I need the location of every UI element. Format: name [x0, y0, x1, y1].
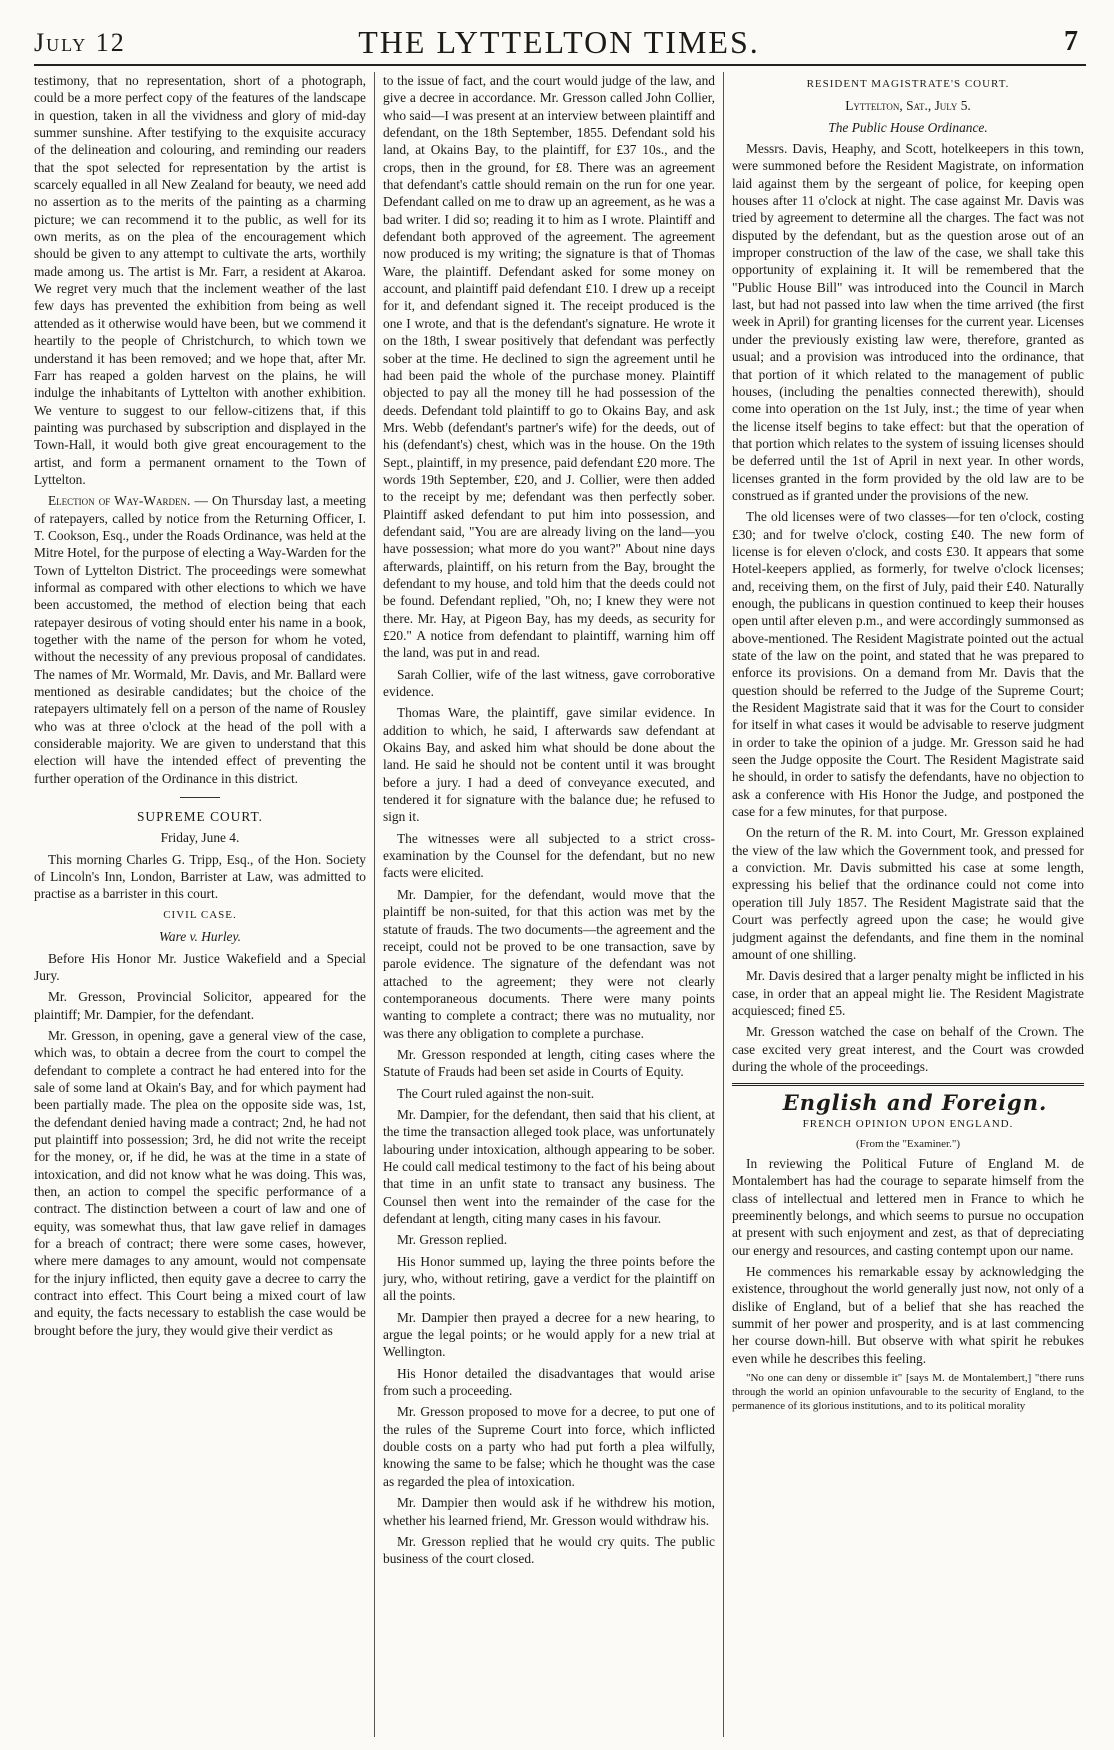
paragraph: Mr. Dampier then prayed a decree for a new hearing, to argue the legal points; or he would apply for a new trial at Wellington. — [383, 1309, 715, 1360]
paragraph: Sarah Collier, wife of the last witness, gave corroborative evidence. — [383, 666, 715, 700]
paragraph: His Honor detailed the disadvantages that would arise from such a proceeding. — [383, 1365, 715, 1399]
section-subheading: The Public House Ordinance. — [828, 119, 988, 135]
paragraph: Mr. Gresson proposed to move for a decree, to put one of the rules of the Supreme Court into force, which inflicted double costs on a party who had put forth a plea wilfully, knowing the same to be false; which he thought was the case as regarded the plea of intoxication. — [383, 1404, 715, 1489]
column-2 — [383, 72, 715, 1737]
paragraph: Mr. Dampier, for the defendant, then said that his client, at the time the transaction alleged took place, was unfortunately labouring under intoxication, although appearing to be sober. He could call medical testimony to the fact of his being about that time in an unfit state to transact any business. The Counsel then went into the remainder of the case for the defendant at length, citing many cases in his favour. — [383, 1106, 715, 1226]
issue-date: July 12 — [34, 28, 126, 57]
section-dateline: Lyttelton, Sat., July 5. — [845, 98, 971, 114]
paragraph: The old licenses were of two classes—for ten o'clock, costing £30; and for twelve o'clock, costing £40. The new form of license is for eleven o'clock, and costs £30. It appears that some Hotel-keepers applied, as formerly, for twelve o'clock licenses; and, receiving them, on the first of July, paid their £40. Naturally enough, the publicans in question continued to keep their houses open until after eleven p.m., and were accordingly summonsed as above-mentioned. The Resident Magistrate pointed out the actual state of the law on the point, and stated that he was prepared to enforce its provisions. On a demand from Mr. Davis that the question should be referred to the Judge of the Supreme Court; the Resident Magistrate said that it was for the Court to consider for itself in what cases it would be advisable to reserve judgment in order to take the opinion of a judge. Mr. Gresson said he had seen the Judge opposite the Court. The Resident Magistrate said he should, in order to satisfy the defendants, have no objection to ask a conference with His Honor the Judge, and postponed the case for a few minutes, for that purpose. — [732, 509, 1084, 820]
paragraph: Mr. Gresson, in opening, gave a general view of the case, which was, to obtain a decree from the court to compel the defendant to complete a contract he had entered into for the sale of some land at Okain's Bay, and for which payment had been partially made. The plea on the opposite side was, 1st, the defendant denied having made a contract; 2nd, he had not put plaintiff into possession; 3rd, he did not write the receipt for the money, or, if he did, he was at the time in a state of intoxication, and did not know what he was doing. This was, then, an action to compel the specific performance of a contract. The distinction between a court of law and one of equity, was somewhat thus, that law gave relief in damages for a breach of contract; there were some cases, however, where mere damages to any amount, would not compensate for the injury inflicted, then equity gave a decree to carry the contract into effect. This Court being a mixed court of law and equity, the facts necessary to establish the case would be brought before the jury, they would give their verdict as — [34, 1027, 366, 1338]
article-source: (From the "Examiner.") — [856, 1137, 960, 1150]
paragraph: Mr. Dampier, for the defendant, would move that the plaintiff be non-suited, for that this action was met by the statute of frauds. The two documents—the agreement and the receipt, could not be proved to be one transaction, save by parole evidence. The signature of the defendant was not attached to the agreement; they were not clearly contemporaneous documents. There were many points wanting to complete a contract; there was no mutuality, nor was there any obligation to complete a purchase. — [383, 886, 715, 1041]
paragraph: Thomas Ware, the plaintiff, gave similar evidence. In addition to which, he said, I afterwards saw defendant at Okains Bay, and asked him what should be done about the land. He said he should not be content until it was brought before a jury. I had a deed of conveyance executed, and tendered it for signature with the balance due; he refused to sign it. — [383, 705, 715, 825]
paragraph: Before His Honor Mr. Justice Wakefield and a Special Jury. — [34, 950, 366, 983]
paragraph: testimony, that no representation, short of a photograph, could be a more perfect copy of the features of the landscape in question, taken in all the vividness and glory of mid-day summer sunshine. After testifying to the exquisite accuracy of the delineation and colouring, and reminding our readers that the spot selected for representation by the artist is scarcely equalled in all New Zealand for beauty, we need add no assertion as to the merits of the painting as a charming picture; we can recommend it to the public, as well for its own merits, as on the plea of the encouragement which should be given to any attempt to cultivate the arts, worthily made among us. The artist is Mr. Farr, a resident at Akaroa. We regret very much that the inclement weather of the last few days has prevented the exhibition from being as well attended as it otherwise would have been, but we commend it heartily to the people of Christchurch, to which town we understand it has been removed; and we hope that, after Mr. Farr has reaped a golden harvest on the plains, he will indulge the inhabitants of Lyttelton with another exhibition. We venture to suggest to our fellow-citizens that, if this painting was purchased by subscription and displayed in the Town-Hall, it would both give great encouragement to the artist, and form a permanent ornament to the Town of Lyttelton. — [34, 73, 366, 487]
masthead — [34, 18, 1084, 62]
section-date: Friday, June 4. — [160, 830, 240, 846]
paragraph: The Court ruled against the non-suit. — [397, 1085, 595, 1101]
article-lead: Election of Way-Warden. — [48, 493, 191, 509]
paragraph: The witnesses were all subjected to a strict cross-examination by the Counsel for the defendant, but no new facts were elicited. — [383, 830, 715, 881]
page-number: 7 — [1064, 26, 1078, 57]
masthead-rule — [34, 64, 1086, 66]
paragraph: His Honor summed up, laying the three points before the jury, who, without retiring, gave a verdict for the plaintiff on all the points. — [383, 1253, 715, 1304]
paragraph: to the issue of fact, and the court would judge of the law, and give a decree in accordance. Mr. Gresson called John Collier, who said—I was present at an interview between plaintiff and defendant, on the 18th September, 1855. Defendant sold his land, at Okains Bay, to the plaintiff, for £37 10s., and the crops, then in the ground, for £8. There was an agreement that defendant's cattle should remain on the run for one year. Defendant called on me to draw up an agreement, as he was a bad writer. I did so; reading it to him as I wrote. Plaintiff and defendant both approved of the agreement. The agreement now produced is my writing; the signature is that of Thomas Ware, the plaintiff. Defendant asked for some money on account, and plaintiff paid defendant £10. I drew up a receipt for it, and defendant signed it. The receipt produced is the one I wrote, and that is the defendant's signature. He wrote it on the 18th, I swear positively that defendant was perfectly sober at the time. He declined to sign the agreement until he had been paid the whole of the purchase money. Plaintiff objected to pay all the money till he had possession of the deeds. Defendant told plaintiff to go to Okains Bay, and ask Mrs. Webb (defendant's partner's wife) for the deeds, out of his (defendant's) chest, which was in the house. On the 19th Sept., plaintiff, in my presence, paid defendant £20 more. The words 19th September, £20, and J. Collier, were then added to the receipt by me; defendant was then perfectly sober. Plaintiff asked defendant to put him into possession, and defendant said, "You are are already living on the land—you have possession; what more do you want?" About nine days afterwards, plaintiff, on his return from the Bay, brought the defendant to my house, and told him that the deeds could not be found. Defendant replied, "Oh, no; I knew they were not there. Mr. Hay, at Pigeon Bay, has my deeds, as security for £20." A notice from defendant to plaintiff, warning him off the land, was put in and read. — [383, 73, 715, 661]
quoted-paragraph: "No one can deny or dissemble it" [says M. de Montalembert,] "there runs through the world an opinion unfavourable to the security of England, to the permanence of its glorious institutions, and to its political morality — [732, 1372, 1084, 1413]
column-3 — [732, 72, 1084, 1737]
article-text: — On Thursday last, a meeting of ratepayers, called by notice from the Returning Officer, I. T. Cookson, Esq., under the Roads Ordinance, was held at the Mitre Hotel, for the purpose of electing a Way-Warden for the Town of Lyttelton District. The proceedings were somewhat informal as compared with other elections to which we have been accustomed, the method of election being that each ratepayer desirous of voting should enter his name in a book, together with the name of the person for whom he voted, without the necessity of any previous proposal of candidates. The names of Mr. Wormald, Mr. Davis, and Mr. Ballard were mentioned as desirable candidates; but the choice of the ratepayers ultimately fell on a person of the name of Rousley who was at three o'clock at the head of the poll with a considerable majority. We are given to understand that this election will have the intended effect of preventing the further operation of the Ordinance in this district. — [34, 493, 366, 786]
paragraph — [34, 492, 366, 787]
newspaper-title: THE LYTTELTON TIMES. — [358, 24, 760, 60]
column-divider — [374, 72, 375, 1737]
paragraph: Mr. Gresson responded at length, citing cases where the Statute of Frauds had been set aside in Courts of Equity. — [383, 1046, 715, 1080]
paragraph: Mr. Dampier then would ask if he withdrew his motion, whether his learned friend, Mr. Gresson would withdraw his. — [383, 1495, 715, 1528]
english-and-foreign-heading: English and Foreign. — [782, 1090, 1048, 1116]
paragraph: Mr. Gresson watched the case on behalf of the Crown. The case excited very great interest, and the Court was crowded during the whole of the proceedings. — [732, 1024, 1084, 1074]
case-title: Ware v. Hurley. — [158, 929, 242, 945]
paragraph: In reviewing the Political Future of England M. de Montalembert has had the courage to separate himself from the class of intellectual and lettered men in France to which he preeminently belongs, and which seems to pursue no occupation at present with such enjoyment and zest, as that of depreciating our energy and resources, and casting contempt upon our name. — [732, 1155, 1084, 1258]
section-heading: RESIDENT MAGISTRATE'S COURT. — [806, 78, 1010, 90]
paragraph: Mr. Davis desired that a larger penalty might be inflicted in his case, in order that an appeal might lie. The Resident Magistrate acquiesced; fined £5. — [732, 968, 1084, 1018]
paragraph: He commences his remarkable essay by acknowledging the existence, throughout the world generally just now, not only of a dislike of England, but of a belief that she has reached the summit of her power and prosperity, and is at last commencing her course down-hill. But observe with what spirit he rebukes even while he describes this feeling. — [732, 1264, 1084, 1366]
section-double-rule — [732, 1083, 1084, 1086]
column-divider — [723, 72, 724, 1737]
paragraph: Messrs. Davis, Heaphy, and Scott, hotelkeepers in this town, were summoned before the Resident Magistrate, on information laid against them by the sergeant of police, for keeping open houses after 11 o'clock at night. The case against Mr. Davis was tried by agreement to determine all the charges. The fact was not disputed by the defendant, but as the question arose out of an improper construction of the law of the case, we shall take this opportunity of explaining it. It will be remembered that the "Public House Bill" was introduced into the Council in March last, but had not passed into law when the time arrived (the first week in April) for granting licenses for the current year. Licenses under the previously existing law were, therefore, granted as usual; and a provision was introduced into the ordinance, that that portion of it which related to the management of public houses, (including the penalties connected therewith), should come into operation on the 1st July, inst.; the time of year when the license itself begins to take effect: but that the operation of that portion which relates to the system of issuing licenses should be deferred until the 1st of April in next year. In other words, licenses granted in the form provided by the old law are to be construed as if granted under the provisions of the new. — [732, 141, 1084, 503]
section-heading: SUPREME COURT. — [136, 809, 264, 825]
paragraph: Mr. Gresson replied that he would cry quits. The public business of the court closed. — [383, 1533, 715, 1567]
section-rule — [180, 797, 220, 798]
paragraph: Mr. Gresson, Provincial Solicitor, appeared for the plaintiff; Mr. Dampier, for the defendant. — [34, 989, 366, 1022]
paragraph: Mr. Gresson replied. — [397, 1232, 508, 1248]
paragraph: On the return of the R. M. into Court, Mr. Gresson explained the view of the law which the Government took, and pressed for a conviction. Mr. Davis submitted his case at some length, expressing his belief that the ordinance could not come into operation till July 1857. The Resident Magistrate said that the Court was perfectly agreed upon the case; he would give judgment against the defendants, and fine them in the nominal amount of one shilling. — [732, 825, 1084, 962]
paragraph: This morning Charles G. Tripp, Esq., of the Hon. Society of Lincoln's Inn, London, Barrister at Law, was admitted to practise as a barrister in this court. — [34, 851, 366, 902]
article-heading: FRENCH OPINION UPON ENGLAND. — [802, 1117, 1014, 1130]
case-type-heading: CIVIL CASE. — [163, 908, 237, 921]
column-1 — [34, 72, 366, 1737]
